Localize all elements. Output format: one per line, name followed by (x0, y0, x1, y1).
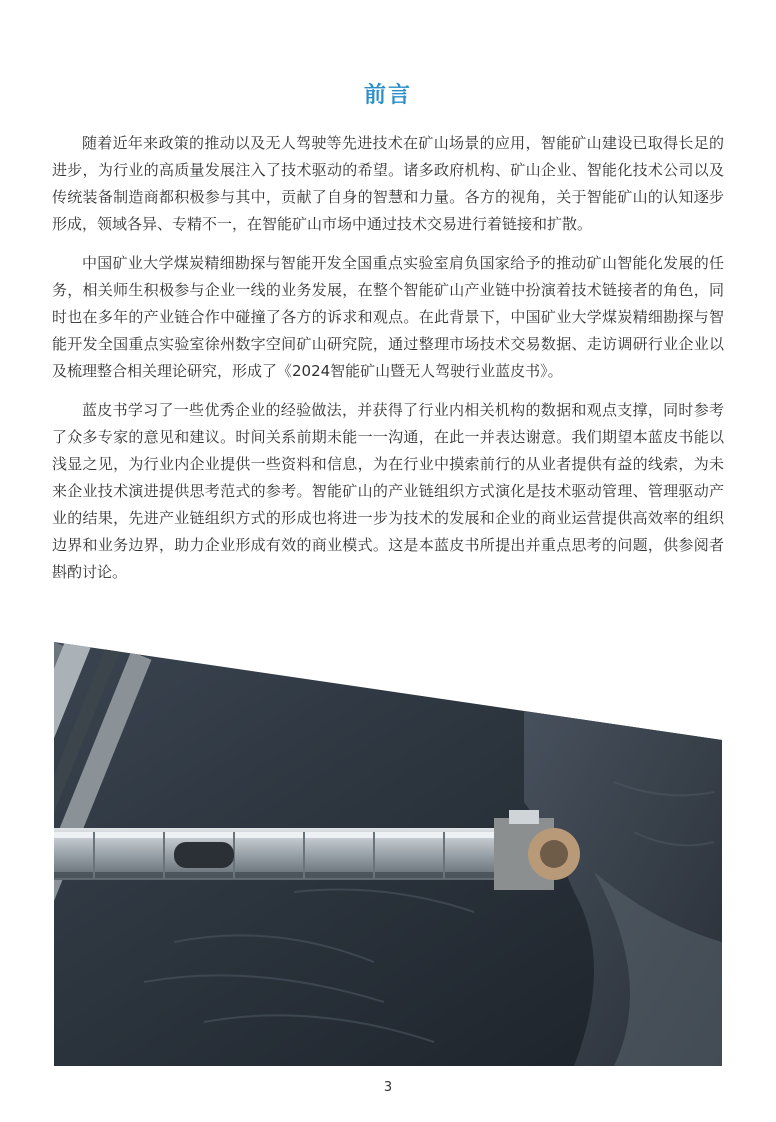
coal-mine-stacker-photo (54, 642, 722, 1066)
paragraph-3: 蓝皮书学习了一些优秀企业的经验做法，并获得了行业内相关机构的数据和观点支撑，同时参考了众多专家的意见和建议。时间关系前期未能一一沟通，在此一并表达谢意。我们期望本蓝皮书能以浅显之见，为行业内企业提供一些资料和信息，为在行业中摸索前行的从业者提供有益的线索，为未来企业技术演进提供思考范式的参考。智能矿山的产业链组织方式演化是技术驱动管理、管理驱动产业的结果，先进产业链组织方式的形成也将进一步为技术的发展和企业的商业运营提供高效率的组织边界和业务边界，助力企业形成有效的商业模式。这是本蓝皮书所提出并重点思考的问题，供参阅者斟酌讨论。 (52, 401, 724, 581)
page-title: 前言 (363, 83, 412, 108)
preface-body (52, 130, 724, 598)
paragraph-1: 随着近年来政策的推动以及无人驾驶等先进技术在矿山场景的应用，智能矿山建设已取得长足的进步，为行业的高质量发展注入了技术驱动的希望。诸多政府机构、矿山企业、智能化技术公司以及传统装备制造商都积极参与其中，贡献了自身的智慧和力量。各方的视角，关于智能矿山的认知逐步形成，领域各异、专精不一，在智能矿山市场中通过技术交易进行着链接和扩散。 (52, 134, 724, 233)
coal-stockyard-illustration (54, 642, 722, 1066)
page-number: 3 (383, 1080, 393, 1095)
paragraph-2: 中国矿业大学煤炭精细勘探与智能开发全国重点实验室肩负国家给予的推动矿山智能化发展的任务，相关师生积极参与企业一线的业务发展，在整个智能矿山产业链中扮演着技术链接者的角色，同时也在多年的产业链合作中碰撞了各方的诉求和观点。在此背景下，中国矿业大学煤炭精细勘探与智能开发全国重点实验室徐州数字空间矿山研究院，通过整理市场技术交易数据、走访调研行业企业以及梳理整合相关理论研究，形成了《2024智能矿山暨无人驾驶行业蓝皮书》。 (52, 254, 724, 380)
